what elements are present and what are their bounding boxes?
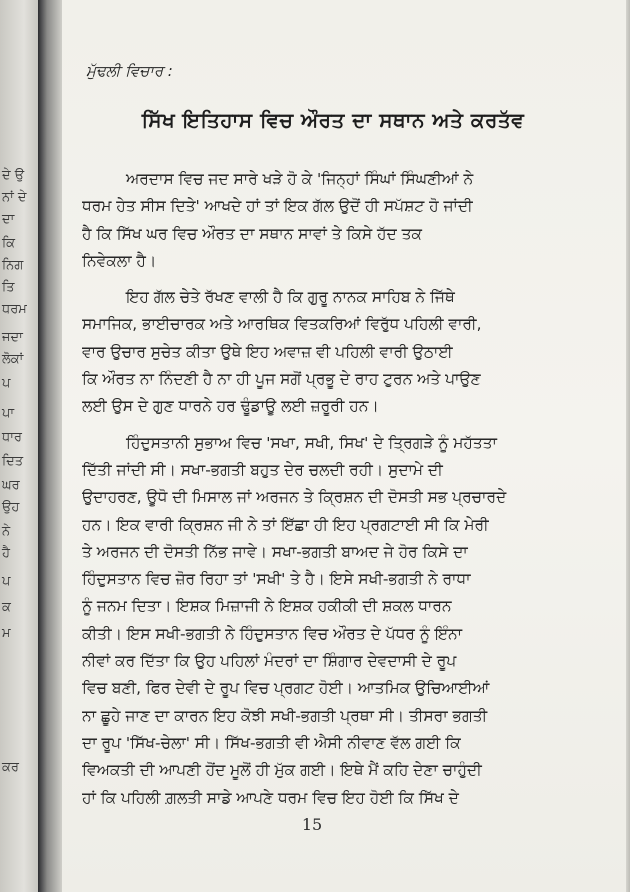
previous-page-text-fragment: ਪ [2,376,11,391]
previous-page-text-fragment: ਪਾ [2,406,15,421]
previous-page-text-fragment: ਕਿ [2,236,16,251]
text-line: ਵਾਰ ਉਚਾਰ ਸੁਚੇਤ ਕੀਤਾ ਉਥੇ ਇਹ ਅਵਾਜ਼ ਵੀ ਪਹਿਲੀ ਵਾਰੀ ਉਠਾਈ [82,342,453,361]
text-line: ਦਿੱਤੀ ਜਾਂਦੀ ਸੀ। ਸਖਾ-ਭਗਤੀ ਬਹੁਤ ਦੇਰ ਚਲਦੀ ਰਹੀ। ਸੁਦਾਮੇ ਦੀ [82,460,443,479]
previous-page-edge [0,0,40,892]
book-gutter [38,0,64,892]
previous-page-text-fragment: ਲੋਕਾਂ [2,352,24,367]
previous-page-text-fragment: ਦਾ [2,212,15,227]
previous-page-text-fragment: ਪ [2,574,11,589]
previous-page-text-fragment: ਦੇ ਉ [2,168,25,183]
text-line: ਤੇ ਅਰਜਨ ਦੀ ਦੋਸਤੀ ਨਿੱਭ ਜਾਵੇ। ਸਖਾ-ਭਗਤੀ ਬਾਅਦ ਜੇ ਹੋਰ ਕਿਸੇ ਦਾ [82,542,468,561]
text-line: ਸਮਾਜਿਕ, ਭਾਈਚਾਰਕ ਅਤੇ ਆਰਥਿਕ ਵਿਤਕਰਿਆਂ ਵਿਰੁੱਧ ਪਹਿਲੀ ਵਾਰੀ, [82,315,482,334]
text-line: ਨਾ ਛੂਹੇ ਜਾਣ ਦਾ ਕਾਰਨ ਇਹ ਕੋਝੀ ਸਖੀ-ਭਗਤੀ ਪ੍ਰਥਾ ਸੀ। ਤੀਸਰਾ ਭਗਤੀ [82,706,488,725]
chapter-title: ਸਿੱਖ ਇਤਿਹਾਸ ਵਿਚ ਔਰਤ ਦਾ ਸਥਾਨ ਅਤੇ ਕਰਤੱਵ [141,108,525,132]
text-line: ਨੂੰ ਜਨਮ ਦਿਤਾ। ਇਸ਼ਕ ਮਿਜ਼ਾਜੀ ਨੇ ਇਸ਼ਕ ਹਕੀਕੀ ਦੀ ਸ਼ਕਲ ਧਾਰਨ [82,597,452,616]
text-line: ਹਨ। ਇਕ ਵਾਰੀ ਕ੍ਰਿਸ਼ਨ ਜੀ ਨੇ ਤਾਂ ਇੱਛਾ ਹੀ ਇਹ ਪ੍ਰਗਟਾਈ ਸੀ ਕਿ ਮੇਰੀ [82,515,489,534]
section-label: ਮੁੱਢਲੀ ਵਿਚਾਰ : [86,62,173,80]
paragraph-2 [82,284,602,420]
text-line: ਨੀਵਾਂ ਕਰ ਦਿੱਤਾ ਕਿ ਉਹ ਪਹਿਲਾਂ ਮੰਦਰਾਂ ਦਾ ਸ਼ਿੰਗਾਰ ਦੇਵਦਾਸੀ ਦੇ ਰੂਪ [82,652,457,671]
previous-page-text-fragment: ਧਰਮ [2,302,27,317]
text-line: ਧਰਮ ਹੇਤ ਸੀਸ ਦਿਤੇ' ਆਖਦੇ ਹਾਂ ਤਾਂ ਇਕ ਗੱਲ ਉਦੋਂ ਹੀ ਸਪੱਸ਼ਟ ਹੋ ਜਾਂਦੀ [82,197,473,216]
previous-page-text-fragment: ਨੇ [2,524,11,539]
previous-page-text-fragment: ਉਹ [2,500,20,515]
text-line: ਨਿਵੇਕਲਾ ਹੈ। [82,251,157,270]
previous-page-text-fragment: ਘਰ [2,478,20,493]
paragraph-3 [82,430,602,812]
book-page [62,0,630,892]
text-line: ਇਹ ਗੱਲ ਚੇਤੇ ਰੱਖਣ ਵਾਲੀ ਹੈ ਕਿ ਗੁਰੂ ਨਾਨਕ ਸਾਹਿਬ ਨੇ ਜਿੱਥੇ [126,288,455,307]
text-line: ਹੈ ਕਿ ਸਿੱਖ ਘਰ ਵਿਚ ਔਰਤ ਦਾ ਸਥਾਨ ਸਾਵਾਂ ਤੇ ਕਿਸੇ ਹੱਦ ਤਕ [82,224,422,243]
previous-page-text-fragment: ਨਿਗ [2,258,24,273]
text-line: ਵਿਚ ਬਣੀ, ਫਿਰ ਦੇਵੀ ਦੇ ਰੂਪ ਵਿਚ ਪ੍ਰਗਟ ਹੋਈ। ਆਤਮਿਕ ਉਚਿਆਈਆਂ [82,679,490,698]
text-line: ਉਦਾਹਰਣ, ਊਧੋ ਦੀ ਮਿਸਾਲ ਜਾਂ ਅਰਜਨ ਤੇ ਕ੍ਰਿਸ਼ਨ ਦੀ ਦੋਸਤੀ ਸਭ ਪ੍ਰਚਾਰਦੇ [82,488,507,507]
text-line: ਹਾਂ ਕਿ ਪਹਿਲੀ ਗ਼ਲਤੀ ਸਾਡੇ ਆਪਣੇ ਧਰਮ ਵਿਚ ਇਹ ਹੋਈ ਕਿ ਸਿੱਖ ਦੇ [82,788,459,807]
body-text [82,166,602,812]
previous-page-text-fragment: ਤਿ [2,280,15,295]
text-line: ਹਿੰਦੁਸਤਾਨ ਵਿਚ ਜ਼ੋਰ ਰਿਹਾ ਤਾਂ 'ਸਖੀ' ਤੇ ਹੈ। ਇਸੇ ਸਖੀ-ਭਗਤੀ ਨੇ ਰਾਧਾ [82,570,471,589]
page-edge [626,0,630,892]
text-line: ਕਿ ਔਰਤ ਨਾ ਨਿੰਦਣੀ ਹੈ ਨਾ ਹੀ ਪੂਜ ਸਗੋਂ ਪ੍ਰਭੂ ਦੇ ਰਾਹ ਟੁਰਨ ਅਤੇ ਪਾਉਣ [82,370,481,389]
previous-page-text-fragment: ਧਾਰ [2,430,22,445]
text-line: ਕੀਤੀ। ਇਸ ਸਖੀ-ਭਗਤੀ ਨੇ ਹਿੰਦੁਸਤਾਨ ਵਿਚ ਔਰਤ ਦੇ ਪੱਧਰ ਨੂੰ ਇੰਨਾ [82,624,463,643]
previous-page-text-fragment: ਕਰ [2,760,19,775]
previous-page-text-fragment: ਹੈ [2,546,10,561]
previous-page-text-fragment: ਦਿਤ [2,454,24,469]
text-line: ਵਿਅਕਤੀ ਦੀ ਆਪਣੀ ਹੋਂਦ ਮੂਲੋਂ ਹੀ ਮੁੱਕ ਗਈ। ਇਥੇ ਮੈਂ ਕਹਿ ਦੇਣਾ ਚਾਹੁੰਦੀ [82,761,482,780]
previous-page-text-fragment: ਕ [2,600,11,615]
paragraph-1 [82,166,602,275]
page-number: 15 [301,815,323,834]
text-line: ਹਿੰਦੁਸਤਾਨੀ ਸੁਭਾਅ ਵਿਚ 'ਸਖਾ, ਸਖੀ, ਸਿਖ' ਦੇ ਤ੍ਰਿਗੜੇ ਨੂੰ ਮਹੱਤਤਾ [126,433,497,452]
text-line: ਦਾ ਰੂਪ 'ਸਿੱਖ-ਚੇਲਾ' ਸੀ। ਸਿੱਖ-ਭਗਤੀ ਵੀ ਐਸੀ ਨੀਵਾਣ ਵੱਲ ਗਈ ਕਿ [82,733,461,752]
previous-page-text-fragment: ਜਦਾ [2,330,23,345]
previous-page-text-fragment: ਨਾਂ ਦੇ [2,190,27,205]
previous-page-text-fragment: ਮ [2,626,11,641]
text-line: ਅਰਦਾਸ ਵਿਚ ਜਦ ਸਾਰੇ ਖੜੇ ਹੋ ਕੇ 'ਜਿਨ੍ਹਾਂ ਸਿੰਘਾਂ ਸਿੰਘਣੀਆਂ ਨੇ [126,170,474,188]
text-line: ਲਈ ਉਸ ਦੇ ਗੁਣ ਧਾਰਨੇ ਹਰ ਢੂੰਡਾਊ ਲਈ ਜ਼ਰੂਰੀ ਹਨ। [82,397,379,416]
